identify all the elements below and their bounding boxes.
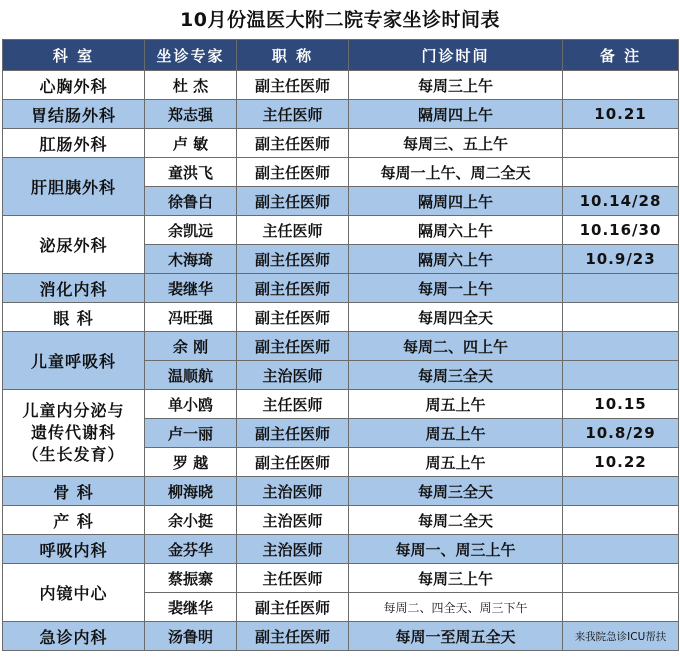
expert-cell: 童洪飞 (145, 158, 237, 187)
expert-cell: 木海琦 (145, 245, 237, 274)
dept-line: 儿童内分泌与 (22, 401, 125, 420)
rank-cell: 副主任医师 (237, 71, 349, 100)
expert-cell: 柳海晓 (145, 477, 237, 506)
time-cell: 周五上午 (349, 390, 563, 419)
time-cell: 隔周四上午 (349, 100, 563, 129)
expert-cell: 余小挺 (145, 506, 237, 535)
header-time: 门诊时间 (349, 40, 563, 71)
rank-cell: 副主任医师 (237, 622, 349, 651)
header-rank: 职 称 (237, 40, 349, 71)
time-cell: 每周一上午、周二全天 (349, 158, 563, 187)
header-dept: 科 室 (3, 40, 145, 71)
note-cell (563, 535, 679, 564)
time-cell: 每周一、周三上午 (349, 535, 563, 564)
expert-cell: 汤鲁明 (145, 622, 237, 651)
dept-cell: 产 科 (3, 506, 145, 535)
table-row (3, 71, 679, 100)
note-cell: 10.14/28 (563, 187, 679, 216)
table-row (3, 274, 679, 303)
expert-cell: 卢 敏 (145, 129, 237, 158)
rank-cell: 主任医师 (237, 390, 349, 419)
dept-cell: 眼 科 (3, 303, 145, 332)
note-cell: 来我院急诊ICU帮扶 (563, 622, 679, 651)
note-cell (563, 564, 679, 593)
schedule-table (2, 39, 679, 651)
dept-cell: 心胸外科 (3, 71, 145, 100)
table-row (3, 332, 679, 361)
note-cell: 10.16/30 (563, 216, 679, 245)
note-cell (563, 129, 679, 158)
time-cell: 每周二、四全天、周三下午 (349, 593, 563, 622)
note-cell (563, 361, 679, 390)
note-cell (563, 506, 679, 535)
time-cell: 周五上午 (349, 419, 563, 448)
rank-cell: 主治医师 (237, 506, 349, 535)
note-cell (563, 477, 679, 506)
time-cell: 每周一上午 (349, 274, 563, 303)
time-cell: 隔周四上午 (349, 187, 563, 216)
expert-cell: 单小鸥 (145, 390, 237, 419)
table-row (3, 129, 679, 158)
dept-cell: 胃结肠外科 (3, 100, 145, 129)
table-row (3, 535, 679, 564)
time-cell: 每周三、五上午 (349, 129, 563, 158)
note-cell: 10.21 (563, 100, 679, 129)
note-cell: 10.15 (563, 390, 679, 419)
expert-cell: 余 刚 (145, 332, 237, 361)
dept-cell: 呼吸内科 (3, 535, 145, 564)
dept-cell: 骨 科 (3, 477, 145, 506)
dept-cell: 泌尿外科 (3, 216, 145, 274)
table-row (3, 390, 679, 419)
time-cell: 每周三上午 (349, 564, 563, 593)
time-cell: 每周二全天 (349, 506, 563, 535)
table-row (3, 477, 679, 506)
note-cell (563, 332, 679, 361)
expert-cell: 杜 杰 (145, 71, 237, 100)
rank-cell: 副主任医师 (237, 448, 349, 477)
time-cell: 每周三全天 (349, 477, 563, 506)
table-row (3, 216, 679, 245)
note-cell (563, 593, 679, 622)
rank-cell: 主任医师 (237, 216, 349, 245)
expert-cell: 卢一丽 (145, 419, 237, 448)
dept-line: （生长发育） (22, 445, 125, 464)
header-note: 备 注 (563, 40, 679, 71)
rank-cell: 副主任医师 (237, 303, 349, 332)
schedule-sheet (2, 2, 678, 668)
rank-cell: 主治医师 (237, 361, 349, 390)
time-cell: 每周四全天 (349, 303, 563, 332)
note-cell (563, 274, 679, 303)
dept-cell: 肛肠外科 (3, 129, 145, 158)
expert-cell: 冯旺强 (145, 303, 237, 332)
time-cell: 隔周六上午 (349, 245, 563, 274)
dept-cell: 消化内科 (3, 274, 145, 303)
expert-cell: 罗 越 (145, 448, 237, 477)
rank-cell: 主治医师 (237, 477, 349, 506)
table-row (3, 100, 679, 129)
header-row (3, 40, 679, 71)
expert-cell: 裴继华 (145, 593, 237, 622)
dept-line: 遗传代谢科 (30, 423, 116, 442)
rank-cell: 副主任医师 (237, 332, 349, 361)
rank-cell: 副主任医师 (237, 419, 349, 448)
rank-cell: 副主任医师 (237, 187, 349, 216)
rank-cell: 副主任医师 (237, 129, 349, 158)
time-cell: 每周一至周五全天 (349, 622, 563, 651)
expert-cell: 蔡振寨 (145, 564, 237, 593)
header-expert: 坐诊专家 (145, 40, 237, 71)
dept-cell: 内镜中心 (3, 564, 145, 622)
expert-cell: 金芬华 (145, 535, 237, 564)
table-row (3, 158, 679, 187)
dept-cell: 肝胆胰外科 (3, 158, 145, 216)
expert-cell: 余凯远 (145, 216, 237, 245)
rank-cell: 副主任医师 (237, 274, 349, 303)
rank-cell: 副主任医师 (237, 245, 349, 274)
expert-cell: 徐鲁白 (145, 187, 237, 216)
table-row (3, 506, 679, 535)
table-row (3, 564, 679, 593)
time-cell: 周五上午 (349, 448, 563, 477)
note-cell: 10.22 (563, 448, 679, 477)
expert-cell: 温顺航 (145, 361, 237, 390)
table-row (3, 622, 679, 651)
time-cell: 每周三全天 (349, 361, 563, 390)
rank-cell: 副主任医师 (237, 158, 349, 187)
expert-cell: 郑志强 (145, 100, 237, 129)
note-cell (563, 71, 679, 100)
note-cell: 10.8/29 (563, 419, 679, 448)
time-cell: 每周二、四上午 (349, 332, 563, 361)
rank-cell: 主治医师 (237, 535, 349, 564)
dept-cell: 急诊内科 (3, 622, 145, 651)
note-cell (563, 158, 679, 187)
time-cell: 隔周六上午 (349, 216, 563, 245)
note-cell: 10.9/23 (563, 245, 679, 274)
rank-cell: 主任医师 (237, 100, 349, 129)
expert-cell: 裴继华 (145, 274, 237, 303)
table-row (3, 303, 679, 332)
note-cell (563, 303, 679, 332)
time-cell: 每周三上午 (349, 71, 563, 100)
rank-cell: 副主任医师 (237, 593, 349, 622)
dept-cell (3, 390, 145, 477)
dept-cell: 儿童呼吸科 (3, 332, 145, 390)
page-title: 10月份温医大附二院专家坐诊时间表 (180, 9, 500, 31)
rank-cell: 主任医师 (237, 564, 349, 593)
